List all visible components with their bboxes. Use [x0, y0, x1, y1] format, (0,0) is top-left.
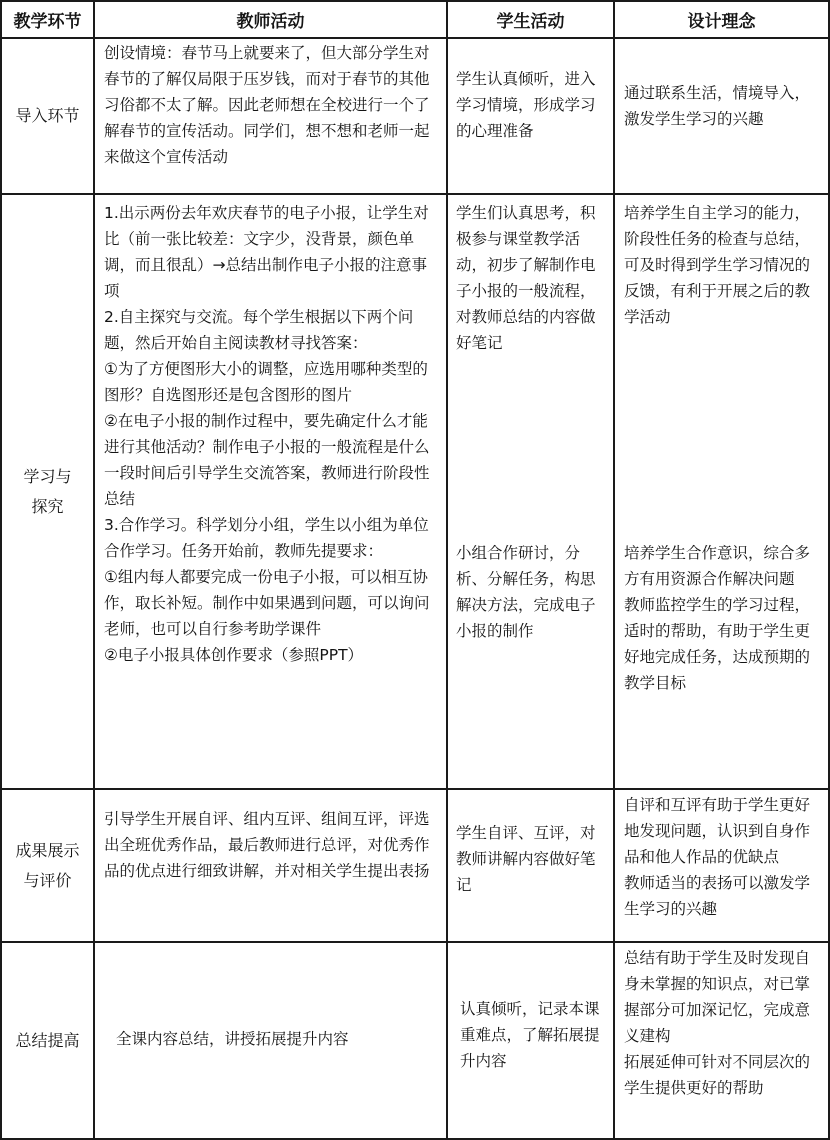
header-teacher-activity: 教师活动: [236, 12, 305, 32]
design-concept-cell: [624, 80, 820, 132]
teacher-activity-cell: [104, 200, 440, 668]
stage-label-line: 探究: [31, 496, 64, 516]
teacher-step: 一段时间后引导学生交流答案，教师进行阶段性总结: [104, 464, 430, 508]
stage-label: 总结提高: [15, 1030, 80, 1050]
teacher-step: 2.自主探究与交流。每个学生根据以下两个问题，然后开始自主阅读教材寻找答案：: [104, 308, 414, 352]
teacher-activity-cell: [116, 1026, 436, 1052]
design-concept-text: 通过联系生活，情境导入，激发学生学习的兴趣: [624, 84, 811, 128]
design-concept-cell: [624, 945, 820, 1101]
stage-label-line: 学习与: [23, 466, 72, 486]
student-activity-cell: [456, 66, 606, 144]
stage-cell: [2, 790, 93, 941]
student-activity-cell: [460, 996, 606, 1074]
design-concept-text: 教师适当的表扬可以激发学生学习的兴趣: [624, 874, 811, 918]
student-activity-text: 学生自评、互评，对教师讲解内容做好笔记: [456, 824, 596, 894]
row-divider: [0, 941, 830, 943]
row-divider: [0, 788, 830, 790]
stage-label-line: 成果展示: [15, 840, 80, 860]
design-concept-text: 总结有助于学生及时发现自身未掌握的知识点，对已掌握部分可加深记忆，完成意义建构: [624, 949, 811, 1045]
header-divider: [0, 37, 830, 39]
student-activity-text: 小组合作研讨，分析、分解任务，构思解决方法，完成电子小报的制作: [456, 544, 596, 640]
design-concept-cell: [624, 200, 820, 330]
column-divider: [93, 0, 95, 1140]
header-design-concept: 设计理念: [687, 12, 756, 32]
stage-label: 导入环节: [15, 106, 80, 125]
header-stage: 教学环节: [13, 12, 82, 32]
stage-label-line: 与评价: [23, 870, 72, 890]
column-divider: [446, 0, 448, 1140]
student-activity-text: 学生认真倾听，进入学习情境，形成学习的心理准备: [456, 70, 596, 140]
student-activity-text: 学生们认真思考，积极参与课堂教学活动，初步了解制作电子小报的一般流程，对教师总结的内容做好笔记: [456, 204, 596, 352]
stage-cell: [2, 943, 93, 1138]
stage-cell: [2, 39, 93, 193]
teacher-step: ①为了方便图形大小的调整，应选用哪种类型的图形？自选图形还是包含图形的图片: [104, 360, 428, 404]
student-activity-cell: [456, 540, 606, 644]
design-concept-cell: [624, 792, 820, 922]
teacher-activity-text: 全课内容总结，讲授拓展提升内容: [116, 1030, 349, 1048]
student-activity-cell: [456, 200, 606, 356]
teacher-step: ②在电子小报的制作过程中，要先确定什么才能进行其他活动？制作电子小报的一般流程是什么: [104, 412, 430, 456]
student-activity-cell: [456, 820, 606, 898]
header-student-activity: 学生活动: [496, 12, 565, 32]
teacher-step: ②电子小报具体创作要求（参照PPT）: [104, 646, 364, 664]
design-concept-text: 教师监控学生的学习过程，适时的帮助，有助于学生更好地完成任务，达成预期的教学目标: [624, 596, 811, 692]
teacher-activity-cell: [104, 40, 440, 170]
teacher-activity-text: 创设情境：春节马上就要来了，但大部分学生对春节的了解仅局限于压岁钱，而对于春节的其他习俗都不太了解。因此老师想在全校进行一个了解春节的宣传活动。同学们，想不想和老师一起来做这个宣传活动: [104, 44, 430, 166]
student-activity-text: 认真倾听，记录本课重难点，了解拓展提升内容: [460, 1000, 600, 1070]
teacher-step: 3.合作学习。科学划分小组，学生以小组为单位合作学习。任务开始前，教师先提要求：: [104, 516, 429, 560]
design-concept-cell: [624, 540, 820, 696]
design-concept-text: 培养学生合作意识，综合多方有用资源合作解决问题: [624, 544, 811, 588]
stage-cell: [2, 195, 93, 788]
teacher-step: 1.出示两份去年欢庆春节的电子小报，让学生对比（前一张比较差：文字少，没背景，颜色单调，而且很乱）→总结出制作电子小报的注意事项: [104, 204, 429, 300]
teacher-activity-cell: [104, 806, 440, 884]
design-concept-text: 自评和互评有助于学生更好地发现问题，认识到自身作品和他人作品的优缺点: [624, 796, 811, 866]
row-divider: [0, 193, 830, 195]
teacher-activity-text: 引导学生开展自评、组内互评、组间互评，评选出全班优秀作品，最后教师进行总评，对优秀作品的优点进行细致讲解，并对相关学生提出表扬: [104, 810, 430, 880]
design-concept-text: 培养学生自主学习的能力，阶段性任务的检查与总结，可及时得到学生学习情况的反馈，有利于开展之后的教学活动: [624, 204, 811, 326]
teacher-step: ①组内每人都要完成一份电子小报，可以相互协作，取长补短。制作中如果遇到问题，可以询问老师，也可以自行参考助学课件: [104, 568, 430, 638]
column-divider: [613, 0, 615, 1140]
design-concept-text: 拓展延伸可针对不同层次的学生提供更好的帮助: [624, 1053, 811, 1097]
